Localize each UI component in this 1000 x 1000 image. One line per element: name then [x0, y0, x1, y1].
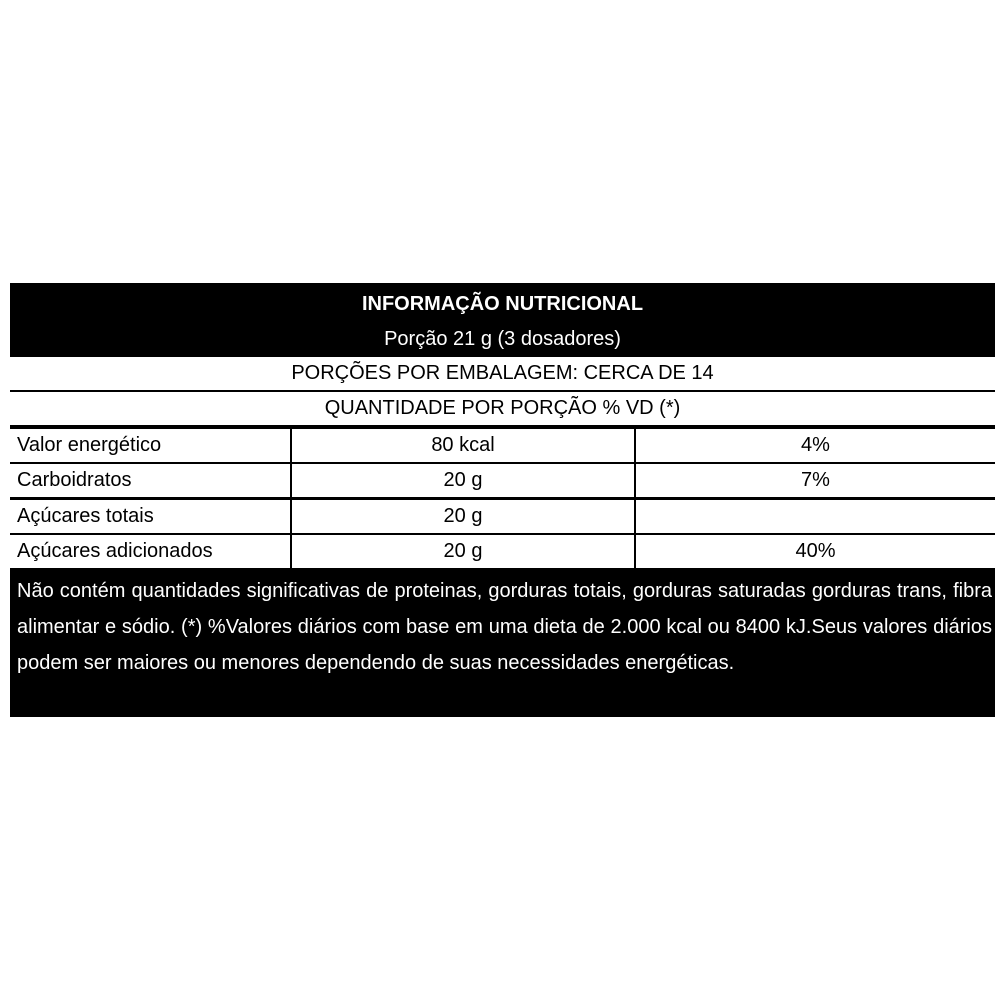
nutrient-amount: 20 g: [292, 464, 634, 497]
nutrient-name: Açúcares totais: [10, 500, 290, 533]
servings-per-package-row: [10, 357, 995, 390]
quantity-header-text: QUANTIDADE POR PORÇÃO % VD (*): [324, 397, 681, 419]
nutrient-daily-value: 7%: [636, 464, 995, 497]
nutrient-amount: 20 g: [292, 535, 634, 568]
quantity-header-row: [10, 392, 995, 425]
label-title: INFORMAÇÃO NUTRICIONAL: [361, 293, 644, 315]
nutrient-amount: 20 g: [292, 500, 634, 533]
nutrient-amount: 80 kcal: [292, 429, 634, 462]
nutrient-daily-value: 4%: [636, 429, 995, 462]
nutrition-facts-label: [10, 283, 995, 717]
nutrient-daily-value: 40%: [636, 535, 995, 568]
nutrient-name: Valor energético: [10, 429, 290, 462]
servings-per-package-text: PORÇÕES POR EMBALAGEM: CERCA DE 14: [291, 362, 714, 384]
nutrient-name: Carboidratos: [10, 464, 290, 497]
footer-note: Não contém quantidades significativas de proteinas, gorduras totais, gorduras saturadas gorduras trans, fibra alimentar e sódio. (*) %Valores diários com base em uma dieta de 2.000 kcal ou 8400 kJ.Seus valores diários podem ser maiores ou menores dependendo de suas necessidades energéticas.: [17, 580, 992, 674]
nutrient-name: Açúcares adicionados: [10, 535, 290, 568]
label-header: [10, 283, 995, 355]
nutrient-daily-value: [636, 500, 995, 533]
portion-size: Porção 21 g (3 dosadores): [384, 328, 621, 350]
